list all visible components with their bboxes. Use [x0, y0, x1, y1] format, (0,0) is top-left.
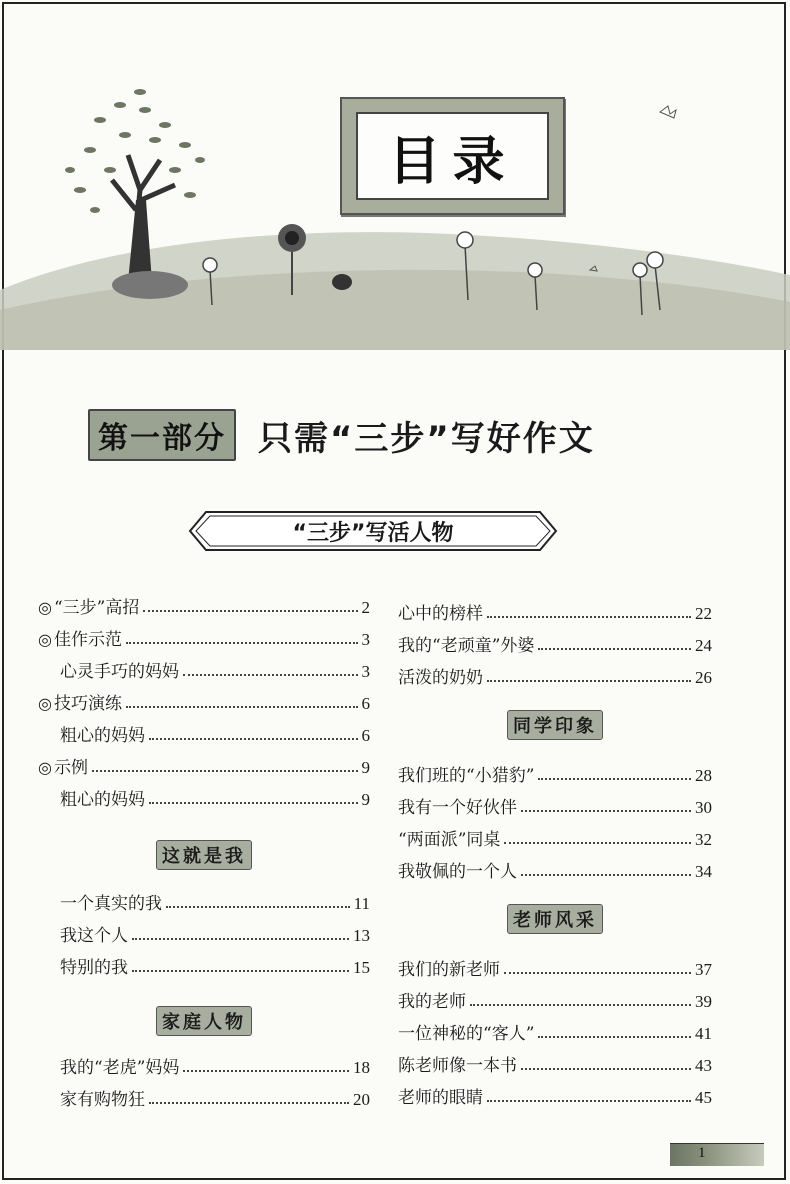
toc-entry-page: 9 [361, 790, 370, 809]
page-number: 1 [698, 1145, 706, 1161]
dot-leader [166, 906, 350, 908]
toc-entry-title: 我的老师 [398, 992, 466, 1012]
group-heading-label: 同学印象 [507, 710, 603, 740]
group-heading [38, 840, 370, 870]
dot-leader [149, 738, 358, 740]
toc-entry-page: 15 [353, 958, 370, 977]
dot-leader [521, 874, 691, 876]
part-heading [88, 410, 595, 460]
toc-entry[interactable] [398, 952, 712, 980]
toc-entry-title: 特别的我 [60, 958, 128, 978]
toc-entry-title: 老师的眼睛 [398, 1088, 483, 1108]
toc-entry-title: 我有一个好伙伴 [398, 798, 517, 818]
toc-entry-title: 一个真实的我 [60, 894, 162, 914]
toc-entry-page: 43 [695, 1056, 712, 1075]
toc-entry-title: 我的“老虎”妈妈 [60, 1058, 180, 1078]
toc-entry[interactable] [38, 654, 370, 682]
toc-entry-title: ◎ “三步”高招 [38, 598, 140, 618]
toc-entry-title: 家有购物狂 [60, 1090, 145, 1110]
toc-entry[interactable] [398, 1080, 712, 1108]
toc-entry-title: ◎ 佳作示范 [38, 630, 122, 650]
toc-entry-title: ◎ 示例 [38, 758, 88, 778]
dot-leader [149, 802, 358, 804]
part-label: 第一部分 [88, 409, 236, 461]
toc-entry-page: 13 [353, 926, 370, 945]
group-heading-label: 家庭人物 [156, 1006, 252, 1036]
toc-entry[interactable] [398, 1048, 712, 1076]
dot-leader [504, 842, 691, 844]
toc-entry-page: 41 [695, 1024, 712, 1043]
bullet-icon: ◎ [38, 598, 52, 617]
toc-entry-page: 6 [361, 726, 370, 745]
toc-entry[interactable] [38, 918, 370, 946]
dot-leader [504, 972, 691, 974]
dot-leader [183, 1070, 349, 1072]
dot-leader [132, 970, 349, 972]
dot-leader [92, 770, 358, 772]
toc-entry-title: “两面派”同桌 [398, 830, 501, 850]
toc-entry[interactable] [398, 854, 712, 882]
section-title: “三步”写活人物 [292, 520, 454, 546]
dot-leader [183, 674, 358, 676]
group-heading [398, 710, 712, 740]
toc-entry[interactable] [38, 718, 370, 746]
group-heading-label: 老师风采 [507, 904, 603, 934]
toc-entry-page: 30 [695, 798, 712, 817]
dot-leader [470, 1004, 691, 1006]
toc-entry-page: 6 [361, 694, 370, 713]
toc-entry[interactable] [38, 622, 370, 650]
toc-entry-title: 我们的新老师 [398, 960, 500, 980]
page-title: 目录 [388, 131, 517, 192]
toc-entry-title: 我的“老顽童”外婆 [398, 636, 535, 656]
toc-entry-page: 37 [695, 960, 712, 979]
section-banner [188, 510, 558, 552]
toc-entry-page: 3 [361, 630, 370, 649]
dot-leader [538, 778, 691, 780]
part-title: 只需“三步”写好作文 [258, 418, 595, 459]
toc-entry[interactable] [38, 1082, 370, 1110]
toc-entry-page: 32 [695, 830, 712, 849]
toc-entry[interactable] [38, 886, 370, 914]
dot-leader [538, 648, 691, 650]
toc-title-frame [340, 97, 565, 215]
toc-entry-page: 9 [361, 758, 370, 777]
toc-entry-page: 34 [695, 862, 712, 881]
toc-entry[interactable] [38, 1050, 370, 1078]
toc-entry-page: 24 [695, 636, 712, 655]
toc-entry-page: 22 [695, 604, 712, 623]
dot-leader [132, 938, 349, 940]
dot-leader [487, 1100, 691, 1102]
toc-entry[interactable] [398, 1016, 712, 1044]
toc-entry[interactable] [398, 984, 712, 1012]
bullet-icon: ◎ [38, 630, 52, 649]
toc-entry[interactable] [38, 782, 370, 810]
bullet-icon: ◎ [38, 694, 52, 713]
toc-entry-page: 39 [695, 992, 712, 1011]
toc-entry-page: 26 [695, 668, 712, 687]
toc-entry-title: 活泼的奶奶 [398, 668, 483, 688]
toc-entry-title: 一位神秘的“客人” [398, 1024, 535, 1044]
toc-entry-title: 粗心的妈妈 [60, 726, 145, 746]
toc-entry-page: 3 [361, 662, 370, 681]
dot-leader [143, 610, 357, 612]
toc-entry[interactable] [38, 750, 370, 778]
toc-entry[interactable] [38, 950, 370, 978]
dot-leader [487, 680, 691, 682]
toc-entry-title: 我敬佩的一个人 [398, 862, 517, 882]
toc-entry[interactable] [398, 596, 712, 624]
toc-entry-page: 18 [353, 1058, 370, 1077]
group-heading-label: 这就是我 [156, 840, 252, 870]
dot-leader [126, 642, 358, 644]
dot-leader [521, 810, 691, 812]
toc-entry[interactable] [398, 758, 712, 786]
dot-leader [126, 706, 358, 708]
group-heading [398, 904, 712, 934]
toc-entry-title: 陈老师像一本书 [398, 1056, 517, 1076]
toc-entry-page: 20 [353, 1090, 370, 1109]
dot-leader [487, 616, 691, 618]
group-heading [38, 1006, 370, 1036]
toc-entry-page: 28 [695, 766, 712, 785]
toc-entry-title: 我们班的“小猎豹” [398, 766, 535, 786]
toc-entry[interactable] [398, 628, 712, 656]
toc-entry[interactable] [38, 590, 370, 618]
toc-entry-page: 45 [695, 1088, 712, 1107]
bullet-icon: ◎ [38, 758, 52, 777]
dot-leader [521, 1068, 691, 1070]
dot-leader [538, 1036, 691, 1038]
toc-entry-title: 心灵手巧的妈妈 [60, 662, 179, 682]
toc-entry-title: ◎ 技巧演练 [38, 694, 122, 714]
dot-leader [149, 1102, 349, 1104]
toc-entry-title: 我这个人 [60, 926, 128, 946]
page-number-bar [670, 1143, 764, 1166]
toc-entry-title: 心中的榜样 [398, 604, 483, 624]
toc-entry[interactable] [398, 822, 712, 850]
toc-entry-page: 11 [353, 894, 370, 913]
toc-entry-title: 粗心的妈妈 [60, 790, 145, 810]
toc-entry[interactable] [38, 686, 370, 714]
toc-entry[interactable] [398, 790, 712, 818]
toc-title-inner [356, 112, 549, 200]
toc-entry-page: 2 [361, 598, 370, 617]
toc-entry[interactable] [398, 660, 712, 688]
